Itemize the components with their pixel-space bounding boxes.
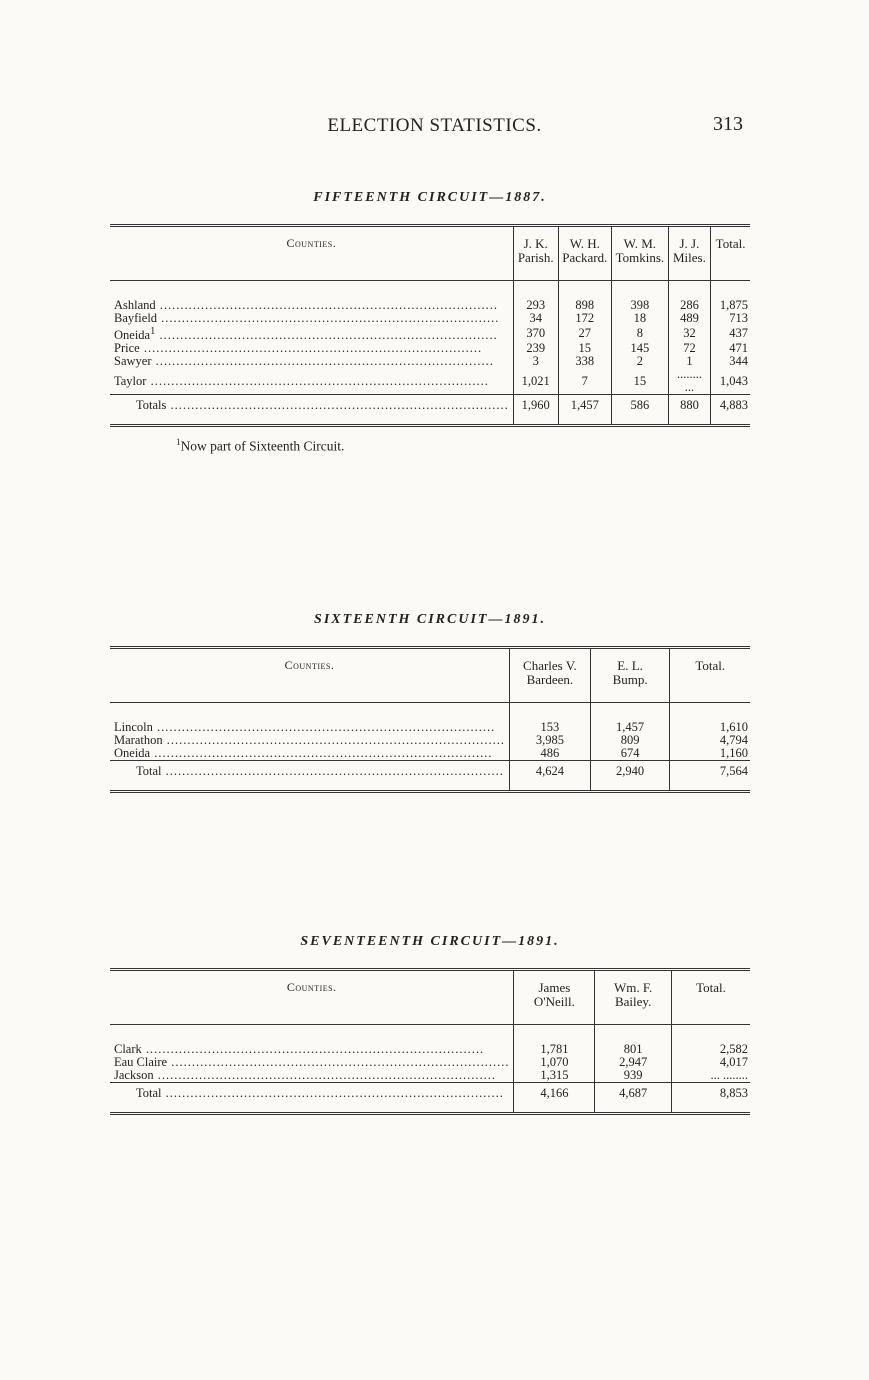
counties-header: Counties. xyxy=(110,226,513,281)
total-header: Total. xyxy=(672,970,750,1025)
grand-total-cell: 8,853 xyxy=(672,1083,750,1114)
vote-cell: 32 xyxy=(668,325,710,342)
totals-row xyxy=(110,761,750,792)
county-name: Price ..... xyxy=(110,342,513,355)
total-cell: 1,457 xyxy=(558,395,611,426)
total-cell: 2,940 xyxy=(590,761,670,792)
total-cell: 4,687 xyxy=(595,1083,672,1114)
vote-cell: 34 xyxy=(513,312,558,325)
vote-cell: 3,985 xyxy=(509,734,590,747)
vote-cell: 809 xyxy=(590,734,670,747)
table-row xyxy=(110,368,750,395)
county-name: Ashland ..... xyxy=(110,281,513,313)
table-row xyxy=(110,747,750,761)
total-cell: 471 xyxy=(711,342,750,355)
page-number: 313 xyxy=(713,113,743,135)
table-row xyxy=(110,355,750,368)
vote-cell: 72 xyxy=(668,342,710,355)
vote-cell: 15 xyxy=(611,368,668,395)
candidate-header: W. M. Tomkins. xyxy=(611,226,668,281)
county-name: Sawyer ..... xyxy=(110,355,513,368)
county-name: Bayfield ..... xyxy=(110,312,513,325)
vote-cell: 489 xyxy=(668,312,710,325)
vote-cell: 1,315 xyxy=(514,1069,595,1083)
total-cell: 4,017 xyxy=(672,1056,750,1069)
vote-cell: 1,070 xyxy=(514,1056,595,1069)
table-header-row xyxy=(110,648,750,703)
footnote-mark: 1 xyxy=(176,437,181,448)
footnote xyxy=(110,437,750,455)
totals-label: Totals ..... xyxy=(110,395,513,426)
vote-cell: 153 xyxy=(509,703,590,735)
section-title: FIFTEENTH CIRCUIT—1887. xyxy=(313,190,547,205)
total-cell: 437 xyxy=(711,325,750,342)
footnote-mark: 1 xyxy=(150,326,156,338)
county-name: Oneida ..... xyxy=(110,747,509,761)
table-row xyxy=(110,312,750,325)
vote-cell: 239 xyxy=(513,342,558,355)
page-title: ELECTION STATISTICS. xyxy=(327,115,542,136)
county-name: Marathon ..... xyxy=(110,734,509,747)
candidate-header: J. K. Parish. xyxy=(513,226,558,281)
vote-cell: ........ ... xyxy=(668,368,710,395)
total-cell: ... ........ xyxy=(672,1069,750,1083)
table-header-row xyxy=(110,970,750,1025)
section-title: SEVENTEENTH CIRCUIT—1891. xyxy=(300,934,560,949)
vote-cell: 3 xyxy=(513,355,558,368)
table-row xyxy=(110,1025,750,1057)
total-cell: 4,166 xyxy=(514,1083,595,1114)
table-row xyxy=(110,1069,750,1083)
table-row xyxy=(110,734,750,747)
fifteenth-circuit-section xyxy=(110,190,750,455)
counties-header: Counties. xyxy=(110,648,509,703)
vote-cell: 486 xyxy=(509,747,590,761)
section-title: SIXTEENTH CIRCUIT—1891. xyxy=(314,612,546,627)
total-cell: 1,610 xyxy=(670,703,750,735)
table-row xyxy=(110,325,750,342)
seventeenth-circuit-table xyxy=(110,968,750,1115)
seventeenth-circuit-section xyxy=(110,934,750,1115)
totals-label: Total ..... xyxy=(110,1083,514,1114)
total-cell: 880 xyxy=(668,395,710,426)
candidate-header: Wm. F. Bailey. xyxy=(595,970,672,1025)
vote-cell: 801 xyxy=(595,1025,672,1057)
table-row xyxy=(110,1056,750,1069)
total-cell: 713 xyxy=(711,312,750,325)
table-header-row xyxy=(110,226,750,281)
vote-cell: 15 xyxy=(558,342,611,355)
sixteenth-circuit-table xyxy=(110,646,750,793)
table-row xyxy=(110,342,750,355)
vote-cell: 172 xyxy=(558,312,611,325)
vote-cell: 1,781 xyxy=(514,1025,595,1057)
county-name: Eau Claire ..... xyxy=(110,1056,514,1069)
candidate-header: W. H. Packard. xyxy=(558,226,611,281)
vote-cell: 1 xyxy=(668,355,710,368)
total-cell: 1,960 xyxy=(513,395,558,426)
footnote-text: Now part of Sixteenth Circuit. xyxy=(180,438,345,454)
vote-cell: 1,457 xyxy=(590,703,670,735)
total-header: Total. xyxy=(670,648,750,703)
vote-cell: 939 xyxy=(595,1069,672,1083)
candidate-header: Charles V. Bardeen. xyxy=(509,648,590,703)
sixteenth-circuit-section xyxy=(110,612,750,793)
vote-cell: 8 xyxy=(611,325,668,342)
vote-cell: 286 xyxy=(668,281,710,313)
candidate-header: J. J. Miles. xyxy=(668,226,710,281)
grand-total-cell: 4,883 xyxy=(711,395,750,426)
grand-total-cell: 7,564 xyxy=(670,761,750,792)
total-cell: 4,624 xyxy=(509,761,590,792)
vote-cell: 2,947 xyxy=(595,1056,672,1069)
vote-cell: 2 xyxy=(611,355,668,368)
table-row xyxy=(110,703,750,735)
county-name: Clark ..... xyxy=(110,1025,514,1057)
county-name: Taylor ..... xyxy=(110,368,513,395)
vote-cell: 674 xyxy=(590,747,670,761)
county-name: Lincoln ..... xyxy=(110,703,509,735)
county-name: Oneida$^1$ ..... xyxy=(110,325,513,342)
page-header xyxy=(0,115,869,145)
total-cell: 1,043 xyxy=(711,368,750,395)
candidate-header: James O'Neill. xyxy=(514,970,595,1025)
vote-cell: 7 xyxy=(558,368,611,395)
vote-cell: 370 xyxy=(513,325,558,342)
total-header: Total. xyxy=(711,226,750,281)
totals-label: Total ..... xyxy=(110,761,509,792)
counties-header: Counties. xyxy=(110,970,514,1025)
total-cell: 1,160 xyxy=(670,747,750,761)
total-cell: 344 xyxy=(711,355,750,368)
total-cell: 4,794 xyxy=(670,734,750,747)
county-name: Jackson ..... xyxy=(110,1069,514,1083)
total-cell: 1,875 xyxy=(711,281,750,313)
vote-cell: 145 xyxy=(611,342,668,355)
candidate-header: E. L. Bump. xyxy=(590,648,670,703)
vote-cell: 338 xyxy=(558,355,611,368)
total-cell: 586 xyxy=(611,395,668,426)
vote-cell: 898 xyxy=(558,281,611,313)
totals-row xyxy=(110,1083,750,1114)
vote-cell: 27 xyxy=(558,325,611,342)
vote-cell: 18 xyxy=(611,312,668,325)
vote-cell: 293 xyxy=(513,281,558,313)
vote-cell: 1,021 xyxy=(513,368,558,395)
total-cell: 2,582 xyxy=(672,1025,750,1057)
table-row xyxy=(110,281,750,313)
fifteenth-circuit-table xyxy=(110,224,750,427)
totals-row xyxy=(110,395,750,426)
vote-cell: 398 xyxy=(611,281,668,313)
